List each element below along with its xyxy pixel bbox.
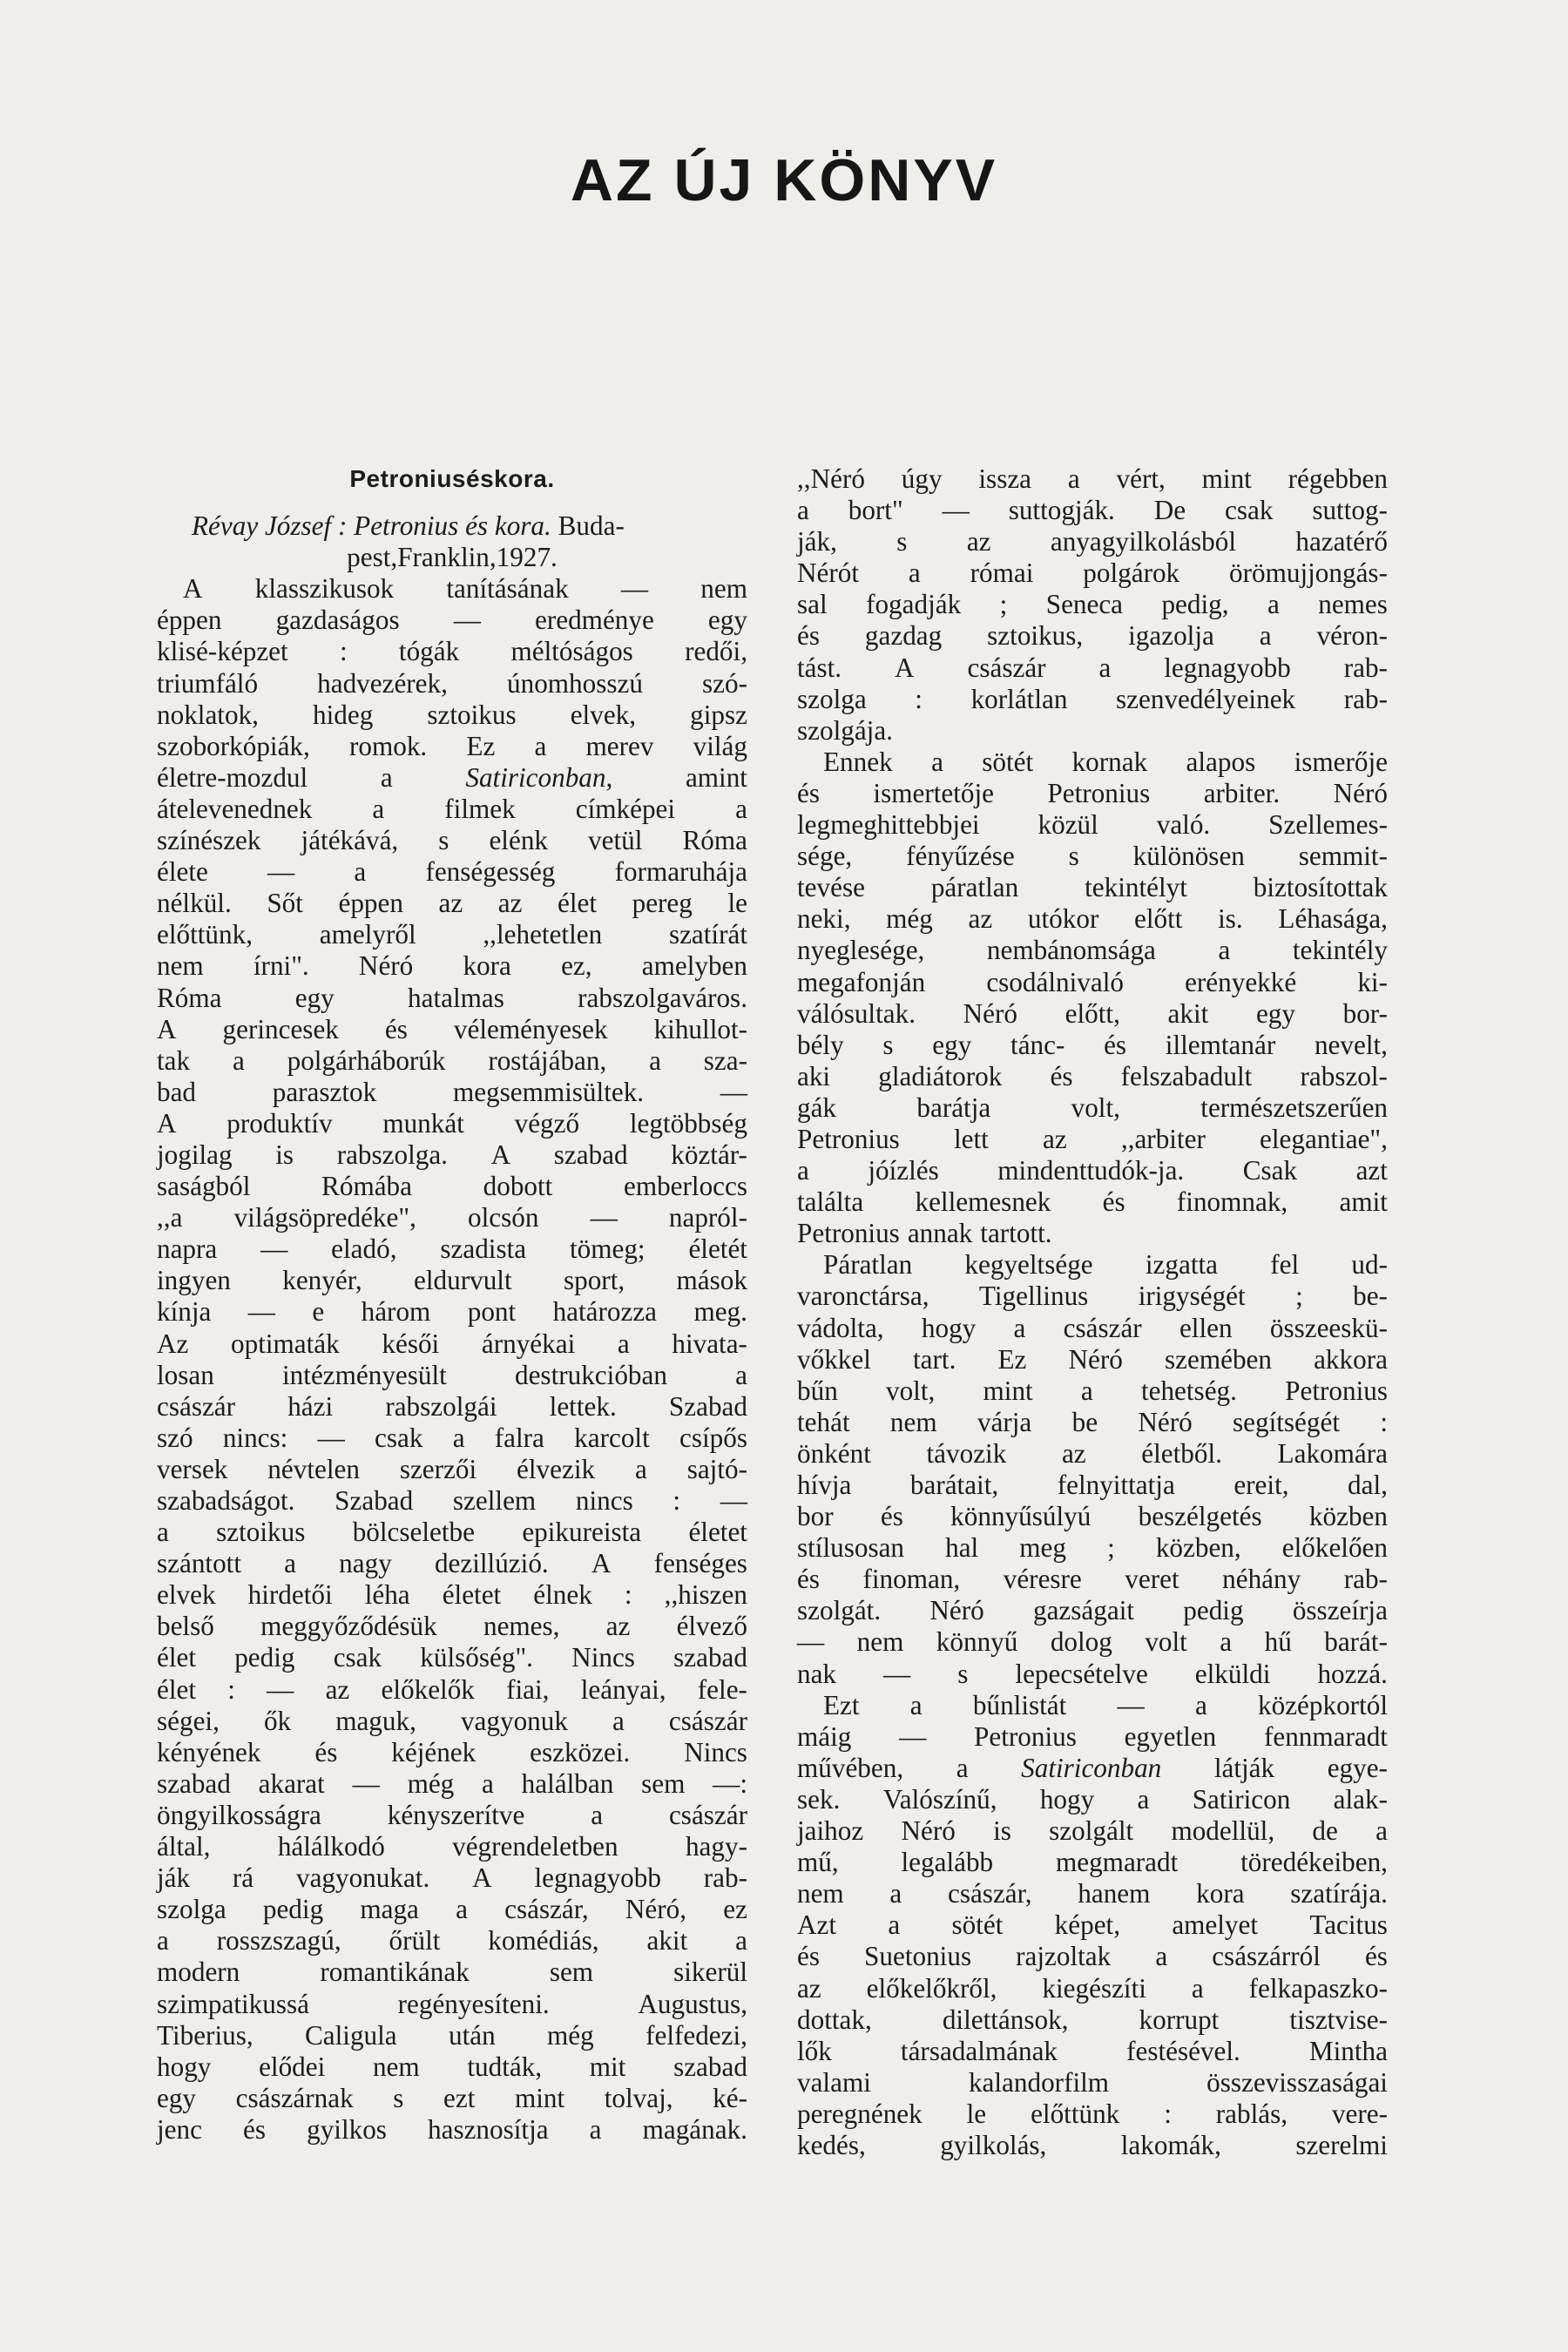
text-line: szántott a nagy dezillúzió. A fenséges <box>157 1548 747 1579</box>
review-citation-publisher: Buda- <box>551 510 625 542</box>
text-line: bor és könnyűsúlyú beszélgetés közben <box>797 1501 1388 1532</box>
text-line: bűn volt, mint a tehetség. Petronius <box>797 1375 1388 1406</box>
text-line: és Suetonius rajzoltak a császárról és <box>797 1941 1388 1972</box>
text-line: vádolta, hogy a császár ellen összeeskü- <box>797 1312 1388 1343</box>
text-line: előttünk, amelyről ,,lehetetlen szatírát <box>157 919 747 950</box>
text-line: ségei, ők maguk, vagyonuk a császár <box>157 1705 747 1736</box>
text-line: színészek játékává, s elénk vetül Róma <box>157 825 747 856</box>
text-line: császár házi rabszolgái lettek. Szabad <box>157 1390 747 1422</box>
text-line: Páratlan kegyeltsége izgatta fel ud- <box>823 1249 1388 1281</box>
text-line: dottak, dilettánsok, korrupt tisztvise- <box>797 2004 1388 2035</box>
text-line: tást. A császár a legnagyobb rab- <box>797 652 1388 683</box>
text-line: Tiberius, Caligula után még felfedezi, <box>157 2019 747 2051</box>
text-line: tehát nem várja be Néró segítségét : <box>797 1406 1388 1437</box>
text-line: gák barátja volt, természetszerűen <box>797 1092 1388 1123</box>
text-line: napra — eladó, szadista tömeg; életét <box>157 1233 747 1265</box>
text-line: nem a császár, hanem kora szatírája. <box>797 1878 1388 1909</box>
text-line: szabadságot. Szabad szellem nincs : — <box>157 1485 747 1516</box>
text-line: a sztoikus bölcseletbe epikureista életet <box>157 1517 747 1548</box>
text-line: nak — s lepecsételve elküldi hozzá. <box>797 1658 1388 1689</box>
text-line: ingyen kenyér, eldurvult sport, mások <box>157 1265 747 1296</box>
text-line: A gerincesek és véleményesek kihullot- <box>157 1013 747 1044</box>
text-line: és ismertetője Petronius arbiter. Néró <box>797 777 1388 808</box>
text-line: A produktív munkát végző legtöbbség <box>157 1107 747 1139</box>
text-line: bad parasztok megsemmisültek. — <box>157 1076 747 1107</box>
text-line: önként távozik az életből. Lakomára <box>797 1437 1388 1469</box>
text-line: szolga : korlátlan szenvedélyeinek rab- <box>797 683 1388 714</box>
text-line: Ennek a sötét kornak alapos ismerője <box>823 746 1388 777</box>
text-line: ják rá vagyonukat. A legnagyobb rab- <box>157 1862 747 1894</box>
text-line: életre-mozdul a Satiriconban, amint <box>157 761 747 793</box>
review-heading: Petronius és kora. <box>349 465 555 492</box>
text-line: Azt a sötét képet, amelyet Tacitus <box>797 1909 1388 1941</box>
text-line: losan intézményesült destrukcióban a <box>157 1359 747 1390</box>
text-line: mű, legalább megmaradt töredékeiben, <box>797 1847 1388 1878</box>
text-line: klisé-képzet : tógák méltóságos redői, <box>157 636 747 667</box>
text-line: átelevenednek a filmek címképei a <box>157 793 747 824</box>
text-line: sal fogadják ; Seneca pedig, a nemes <box>797 589 1388 620</box>
text-line: nem írni". Néró kora ez, amelyben <box>157 950 747 982</box>
text-line: ,,a világsöpredéke", olcsón — napról- <box>157 1202 747 1233</box>
text-line: szolga pedig maga a császár, Néró, ez <box>157 1894 747 1925</box>
text-line: belső meggyőződésük nemes, az élvező <box>157 1611 747 1642</box>
text-line: és finoman, véresre veret néhány rab- <box>797 1564 1388 1595</box>
text-line: a jóízlés mindenttudók-ja. Csak azt <box>797 1155 1388 1186</box>
text-line: stílusosan hal meg ; közben, előkelően <box>797 1532 1388 1564</box>
text-line: valami kalandorfilm összevisszaságai <box>797 2066 1388 2098</box>
text-line: szabad akarat — még a halálban sem —: <box>157 1767 747 1799</box>
text-line: vőkkel tart. Ez Néró szemében akkora <box>797 1343 1388 1375</box>
text-line: legmeghittebbjei közül való. Szellemes- <box>797 809 1388 841</box>
text-line: egy császárnak s ezt mint tolvaj, ké- <box>157 2082 747 2113</box>
text-line: és gazdag sztoikus, igazolja a véron- <box>797 620 1388 652</box>
text-line: éppen gazdaságos — eredménye egy <box>157 605 747 636</box>
text-line: sége, fényűzése s különösen semmit- <box>797 841 1388 872</box>
text-line: aki gladiátorok és felszabadult rabszol- <box>797 1060 1388 1092</box>
text-line: a bort" — suttogják. De csak suttog- <box>797 495 1388 526</box>
text-line: hogy elődei nem tudták, mit szabad <box>157 2051 747 2082</box>
text-line: ják, s az anyagyilkolásból hazatérő <box>797 526 1388 558</box>
text-line: a rosszszagú, őrült komédiás, akit a <box>157 1925 747 1957</box>
text-line: Petronius annak tartott. <box>797 1218 1052 1249</box>
text-line: ,,Néró úgy issza a vért, mint régebben <box>797 463 1388 494</box>
page-title: AZ ÚJ KÖNYV <box>570 147 998 213</box>
text-line: által, hálálkodó végrendeletben hagy- <box>157 1831 747 1862</box>
text-line: A klasszikusok tanításának — nem <box>183 573 747 605</box>
right-column-body <box>797 463 1388 2161</box>
text-line: élet pedig csak külsőség". Nincs szabad <box>157 1642 747 1673</box>
text-line: Petronius lett az ,,arbiter elegantiae", <box>797 1123 1388 1154</box>
text-line: tak a polgárháborúk rostájában, a sza- <box>157 1044 747 1076</box>
left-column-body <box>157 573 747 2146</box>
text-line: lők társadalmának festésével. Mintha <box>797 2035 1388 2066</box>
text-line: jaihoz Néró is szolgált modellül, de a <box>797 1815 1388 1847</box>
text-line: Nérót a római polgárok örömujjongás- <box>797 558 1388 589</box>
review-citation-line-2: pest, Franklin, 1927. <box>347 542 558 573</box>
text-line: jenc és gyilkos hasznosítja a magának. <box>157 2113 747 2145</box>
text-line: elvek hirdetői léha életet élnek : ,,hiszen <box>157 1579 747 1611</box>
text-line: művében, a Satiriconban látják egye- <box>797 1752 1388 1783</box>
text-line: sek. Valószínű, hogy a Satiricon alak- <box>797 1783 1388 1815</box>
text-line: noklatok, hideg sztoikus elvek, gipsz <box>157 699 747 730</box>
spacer <box>157 495 747 510</box>
text-line: modern romantikának sem sikerül <box>157 1957 747 1988</box>
text-line: az előkelőkről, kiegészíti a felkapaszko- <box>797 1972 1388 2004</box>
text-line: válósultak. Néró előtt, akit egy bor- <box>797 997 1388 1029</box>
text-line: jogilag is rabszolga. A szabad köztár- <box>157 1139 747 1170</box>
text-line: varonctársa, Tigellinus irigységét ; be- <box>797 1281 1388 1312</box>
text-line: élete — a fenségesség formaruhája <box>157 856 747 888</box>
text-line: öngyilkosságra kényszerítve a császár <box>157 1799 747 1830</box>
text-line: élet : — az előkelők fiai, leányai, fele- <box>157 1673 747 1705</box>
text-line: versek névtelen szerzői élvezik a sajtó- <box>157 1453 747 1484</box>
text-line: szolgát. Néró gazságait pedig összeírja <box>797 1595 1388 1626</box>
text-line: szoborkópiák, romok. Ez a merev világ <box>157 730 747 761</box>
text-line: hívja barátait, felnyittatja ereit, dal, <box>797 1470 1388 1500</box>
text-line: triumfáló hadvezérek, únomhosszú szó- <box>157 667 747 699</box>
text-line: tevése páratlan tekintélyt biztosítottak <box>797 872 1388 903</box>
review-citation-author-title: Révay József : Petronius és kora. <box>192 510 551 542</box>
text-line: nyeglesége, nembánomsága a tekintély <box>797 935 1388 966</box>
text-line: megafonján csodálnivaló erényekké ki- <box>797 966 1388 997</box>
text-line: peregnének le előttünk : rablás, vere- <box>797 2098 1388 2129</box>
text-line: Az optimaták késői árnyékai a hivata- <box>157 1328 747 1359</box>
left-column <box>157 463 747 2146</box>
text-line: kedés, gyilkolás, lakomák, szerelmi <box>797 2129 1388 2160</box>
text-line: Róma egy hatalmas rabszolgaváros. <box>157 982 747 1013</box>
text-line: nélkül. Sőt éppen az az élet pereg le <box>157 888 747 919</box>
text-line: — nem könnyű dolog volt a hű barát- <box>797 1626 1388 1658</box>
text-line: szolgája. <box>797 714 893 746</box>
text-line: bély s egy tánc- és illemtanár nevelt, <box>797 1029 1388 1060</box>
right-column <box>797 463 1388 2161</box>
text-line: saságból Rómába dobott emberloccs <box>157 1171 747 1202</box>
text-line: szó nincs: — csak a falra karcolt csípős <box>157 1422 747 1453</box>
text-line: találta kellemesnek és finomnak, amit <box>797 1186 1388 1218</box>
text-line: szimpatikussá regényesíteni. Augustus, <box>157 1988 747 2019</box>
text-line: máig — Petronius egyetlen fennmaradt <box>797 1720 1388 1752</box>
text-line: kényének és kéjének eszközei. Nincs <box>157 1736 747 1767</box>
text-line: Ezt a bűnlistát — a középkortól <box>823 1689 1388 1720</box>
text-line: kínja — e három pont határozza meg. <box>157 1296 747 1328</box>
text-line: neki, még az utókor előtt is. Léhasága, <box>797 903 1388 935</box>
review-citation-line-1 <box>157 510 747 542</box>
